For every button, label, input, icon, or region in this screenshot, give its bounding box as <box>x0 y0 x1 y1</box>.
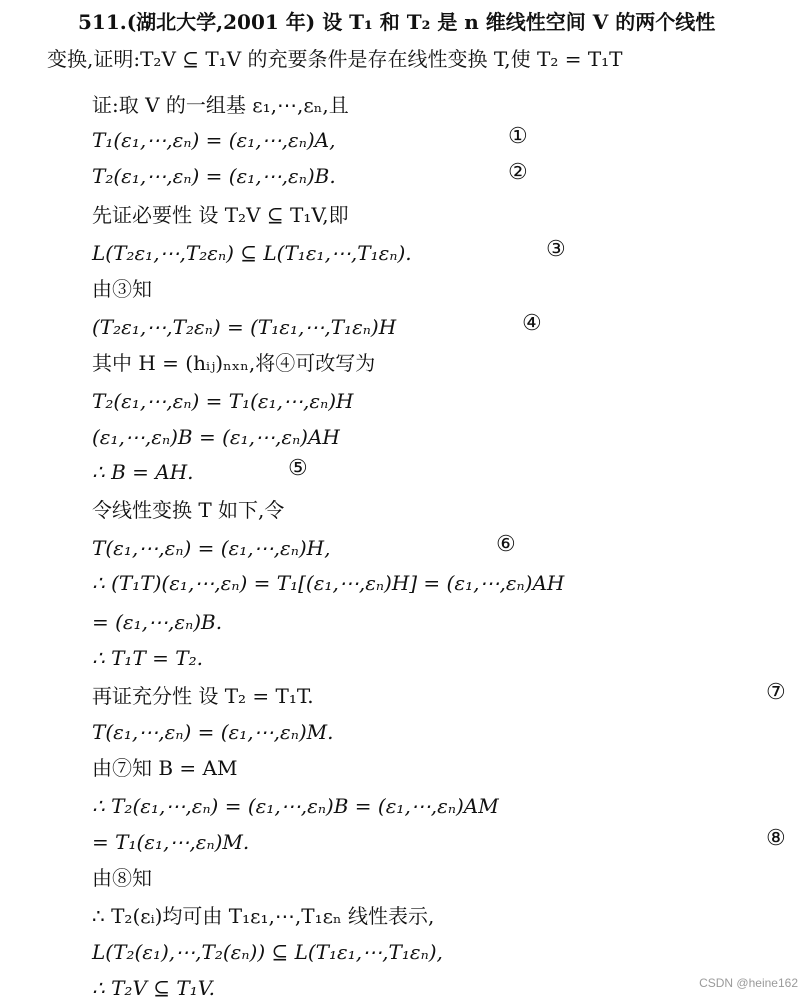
equation-marker-1: ① <box>508 124 528 149</box>
text-line-where-h: 其中 H = (hᵢⱼ)ₙₓₙ,将④可改写为 <box>92 351 376 375</box>
equation-line-11: ∴ T₁T = T₂. <box>92 646 203 670</box>
equation-line-2: T₂(ε₁,⋯,εₙ) = (ε₁,⋯,εₙ)B. <box>92 164 336 188</box>
equation-marker-5: ⑤ <box>288 456 308 481</box>
text-line-linear-rep: ∴ T₂(εᵢ)均可由 T₁ε₁,⋯,T₁εₙ 线性表示, <box>92 904 435 928</box>
equation-line-3: L(T₂ε₁,⋯,T₂εₙ) ⊆ L(T₁ε₁,⋯,T₁εₙ). <box>92 241 412 265</box>
equation-marker-8: ⑧ <box>766 826 786 851</box>
text-line-from-3: 由③知 <box>92 277 152 301</box>
equation-line-10: = (ε₁,⋯,εₙ)B. <box>92 610 223 634</box>
necessity-heading-line: 先证必要性 设 T₂V ⊆ T₁V,即 <box>92 203 349 227</box>
problem-header-line: 511.(湖北大学,2001 年) 设 T₁ 和 T₂ 是 n 维线性空间 V 的两个线性 <box>78 10 716 34</box>
equation-line-13: ∴ T₂(ε₁,⋯,εₙ) = (ε₁,⋯,εₙ)B = (ε₁,⋯,εₙ)AM <box>92 794 499 818</box>
equation-line-14: = T₁(ε₁,⋯,εₙ)M. <box>92 830 250 854</box>
text-line-from-8: 由⑧知 <box>92 866 152 890</box>
equation-marker-4: ④ <box>522 311 542 336</box>
equation-line-9: ∴ (T₁T)(ε₁,⋯,εₙ) = T₁[(ε₁,⋯,εₙ)H] = (ε₁,⋯,εₙ)AH <box>92 571 565 595</box>
equation-marker-6: ⑥ <box>496 532 516 557</box>
equation-line-8: T(ε₁,⋯,εₙ) = (ε₁,⋯,εₙ)H, <box>92 536 331 560</box>
equation-line-1: T₁(ε₁,⋯,εₙ) = (ε₁,⋯,εₙ)A, <box>92 128 336 152</box>
equation-line-12: T(ε₁,⋯,εₙ) = (ε₁,⋯,εₙ)M. <box>92 720 334 744</box>
equation-marker-2: ② <box>508 160 528 185</box>
text-line-from-7: 由⑦知 B = AM <box>92 756 238 780</box>
equation-line-6: (ε₁,⋯,εₙ)B = (ε₁,⋯,εₙ)AH <box>92 425 340 449</box>
equation-line-4: (T₂ε₁,⋯,T₂εₙ) = (T₁ε₁,⋯,T₁εₙ)H <box>92 315 397 339</box>
text-line-define-t: 令线性变换 T 如下,令 <box>92 498 285 522</box>
equation-line-7: ∴ B = AH. <box>92 460 194 484</box>
equation-line-16: ∴ T₂V ⊆ T₁V. <box>92 976 216 1000</box>
watermark-text: CSDN @heine162 <box>699 976 798 990</box>
problem-statement-line: 变换,证明:T₂V ⊆ T₁V 的充要条件是存在线性变换 T,使 T₂ = T₁T <box>47 47 623 71</box>
equation-line-15: L(T₂(ε₁),⋯,T₂(εₙ)) ⊆ L(T₁ε₁,⋯,T₁εₙ), <box>92 940 443 964</box>
proof-intro-line: 证:取 V 的一组基 ε₁,⋯,εₙ,且 <box>92 93 349 117</box>
equation-line-5: T₂(ε₁,⋯,εₙ) = T₁(ε₁,⋯,εₙ)H <box>92 389 354 413</box>
equation-marker-7: ⑦ <box>766 680 786 705</box>
sufficiency-heading-line: 再证充分性 设 T₂ = T₁T. <box>92 684 314 708</box>
equation-marker-3: ③ <box>546 237 566 262</box>
